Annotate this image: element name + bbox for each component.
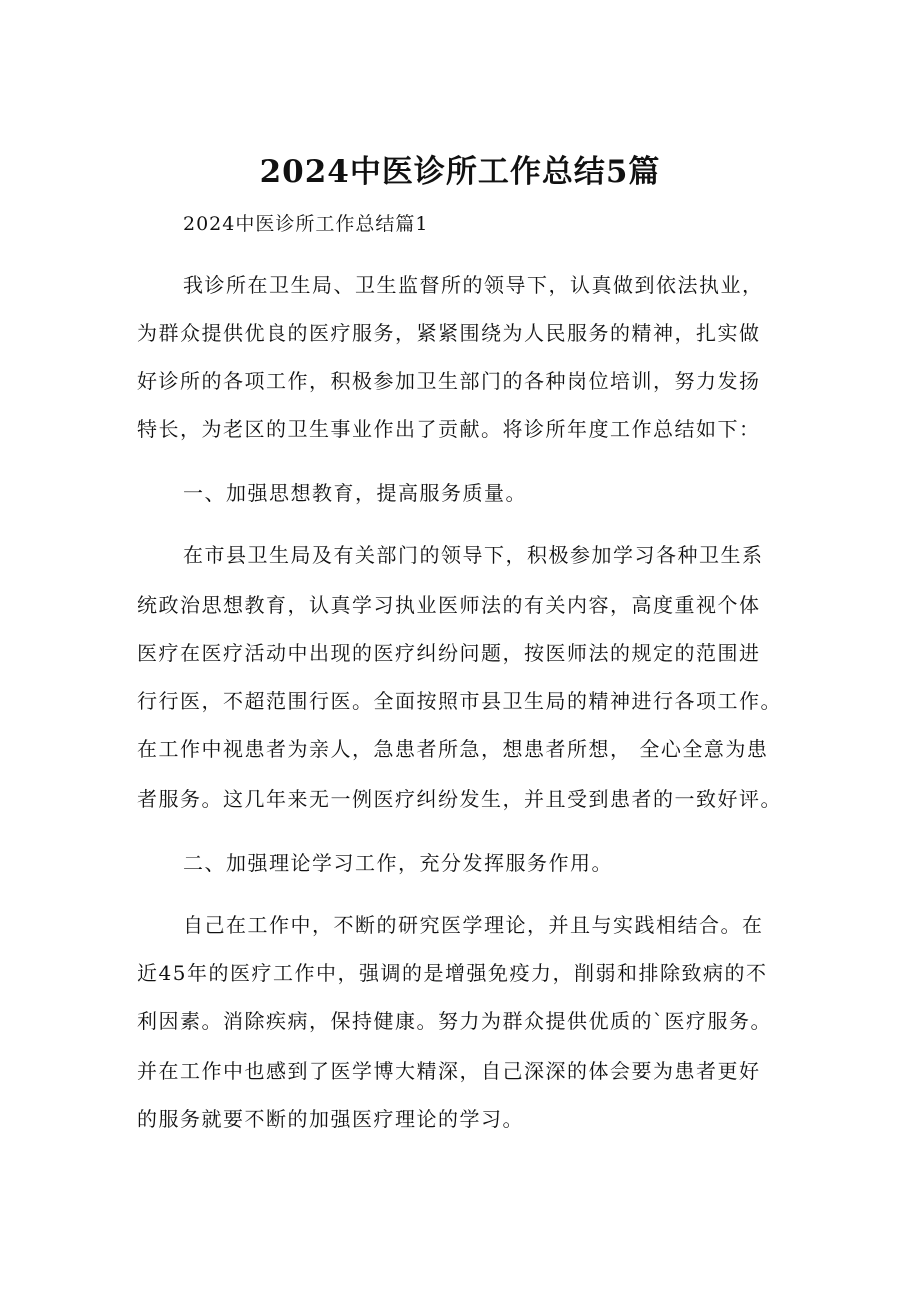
paragraph-2-line-6: 者服务。这几年来无一例医疗纠纷发生，并且受到患者的一致好评。 [137, 787, 782, 811]
paragraph-1-line-4: 特长，为老区的卫生事业作出了贡献。将诊所年度工作总结如下： [137, 417, 761, 441]
document-title: 2024中医诊所工作总结5篇 [259, 154, 661, 190]
paragraph-3-line-5: 的服务就要不断的加强医疗理论的学习。 [137, 1107, 524, 1131]
paragraph-3-line-2: 近45年的医疗工作中，强调的是增强免疫力，削弱和排除致病的不 [137, 961, 768, 985]
paragraph-2-line-1: 在市县卫生局及有关部门的领导下，积极参加学习各种卫生系 [183, 543, 764, 567]
paragraph-1-line-1: 我诊所在卫生局、卫生监督所的领导下，认真做到依法执业， [183, 273, 764, 297]
section-heading-2: 二、加强理论学习工作，充分发挥服务作用。 [183, 851, 613, 875]
paragraph-2-line-3: 医疗在医疗活动中出现的医疗纠纷问题，按医师法的规定的范围进 [137, 641, 761, 665]
paragraph-2-line-2: 统政治思想教育，认真学习执业医师法的有关内容，高度重视个体 [137, 593, 761, 617]
paragraph-1-line-3: 好诊所的各项工作，积极参加卫生部门的各种岗位培训，努力发扬 [137, 369, 761, 393]
paragraph-3-line-4: 并在工作中也感到了医学博大精深，自己深深的体会要为患者更好 [137, 1059, 761, 1083]
section-heading-1: 一、加强思想教育，提高服务质量。 [183, 481, 527, 505]
paragraph-3-line-1: 自己在工作中，不断的研究医学理论，并且与实践相结合。在 [183, 913, 764, 937]
paragraph-2-line-5: 在工作中视患者为亲人，急患者所急，想患者所想， 全心全意为患 [137, 737, 769, 761]
paragraph-3-line-3: 利因素。消除疾病，保持健康。努力为群众提供优质的`医疗服务。 [137, 1009, 772, 1033]
paragraph-2-line-4: 行行医，不超范围行医。全面按照市县卫生局的精神进行各项工作。 [137, 689, 782, 713]
document-subtitle: 2024中医诊所工作总结篇1 [183, 213, 429, 235]
paragraph-1-line-2: 为群众提供优良的医疗服务，紧紧围绕为人民服务的精神，扎实做 [137, 321, 761, 345]
